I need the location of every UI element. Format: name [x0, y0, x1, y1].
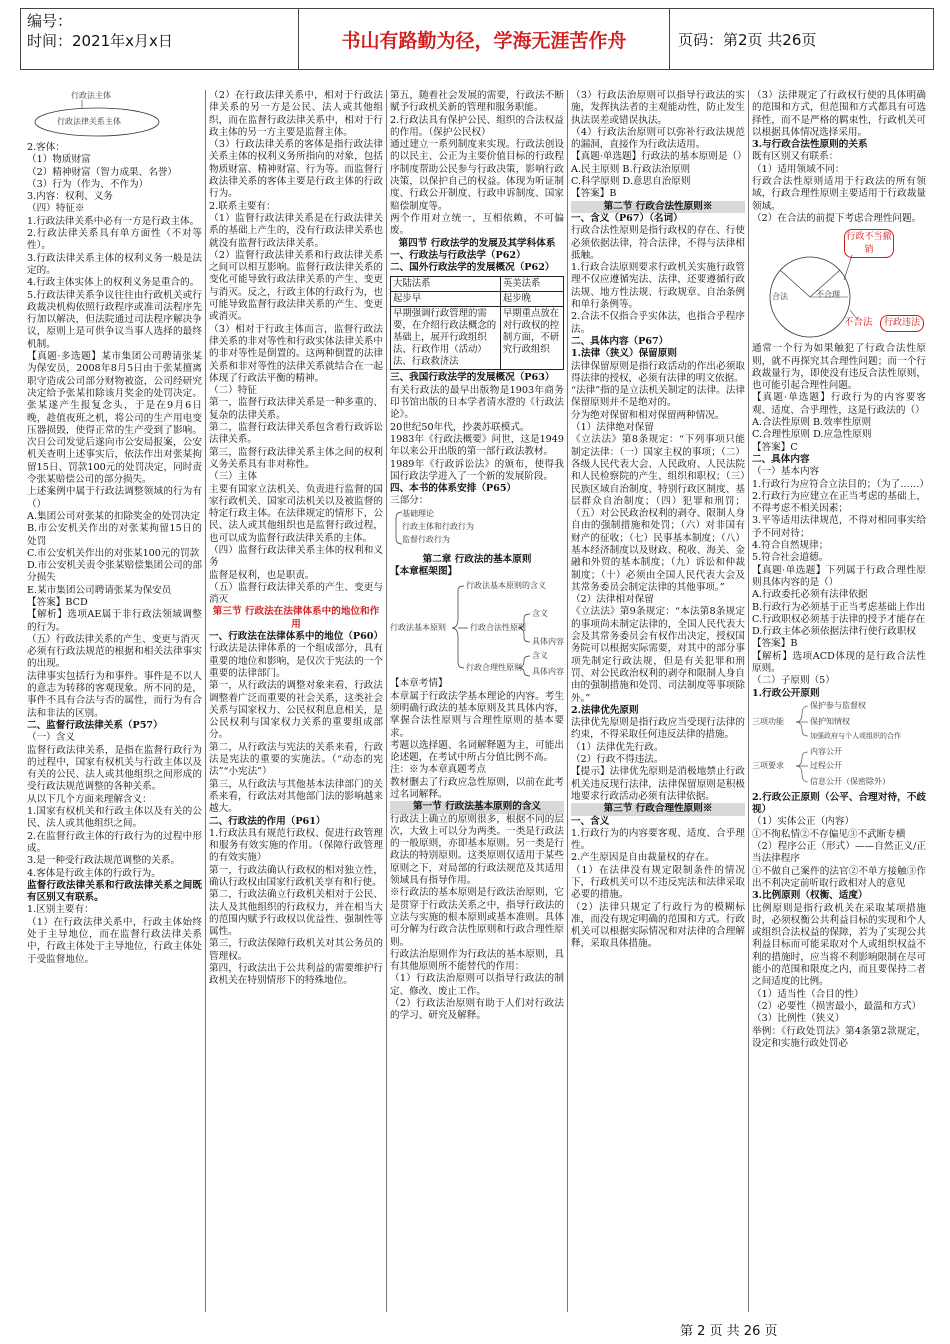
text-line: 《立法法》第9条规定：“本法第8条规定的事项尚未制定法律的，全国人民代表大会及其常务委员会有权作出决定，授权国务院可以根据实际需要，对其中的部分事项先制定行政法规，但是有关犯罪和刑罚、对公民政治权利的剥夺和限制人身自由的强制措施和处罚、司法制度等事项除外。” [571, 606, 745, 704]
text-line: 《立法法》第8条规定：“下列事项只能制定法律：（一）国家主权的事项；（二）各级人民代表大会、人民政府、人民法院和人民检察院的产生、组织和职权；（三）民族区域自治制度、特别行政区制度、基层群众自治制度；（四）犯罪和刑罚；（五）对公民政治权利的剥夺、限制人身自由的强制措施和处罚；（六）对非国有财产的征收；（七）民事基本制度；（八）基本经济制度以及财政、税收、海关、金融和外贸的基本制度；（九）诉讼和仲裁制度；（十）必须由全国人民代表大会及其常务委员会制定法律的其他事项。” [571, 434, 745, 593]
text-line: 2.行政法律关系具有单方面性（不对等性）。 [27, 228, 202, 252]
text-line: 四、本书的体系安排（P65） [390, 483, 517, 495]
text-line: （2）监督行政法律关系和行政法律关系之间可以相互影响。监督行政法律关系的变化可能导致行政法律关系的产生、变更与消灭。反之，行政主体的行政行为，也可能导致监督行政法律关系的产生、变更或消灭。 [209, 249, 383, 323]
text-line: 法律保留原则是指行政活动的作出必须取得法律的授权，必须有法律的明文依据。 [571, 360, 745, 384]
tree-item-1: 基础理论 [402, 508, 434, 518]
document-body [24, 90, 930, 1312]
text-line: D.行政主体必须依据法律行使行政职权 [752, 626, 916, 638]
text-line: 二、国外行政法学的发展概况（P62） [390, 262, 555, 274]
text-line: 监督行政法律关系和行政法律关系之间既有区别又有联系。 [27, 879, 202, 904]
fw-root: 行政法基本原则 [390, 623, 446, 633]
text-line: （二）子原则（5） [752, 675, 835, 687]
text-line: （1）在行政法律关系中，行政主体始终处于主导地位，而在监督行政法律关系中，行政主体处于主导地位，行政主体处于受监督地位。 [27, 916, 202, 965]
chapter-2-title: 第二章 行政法的基本原则 [422, 553, 532, 565]
column-1-text [27, 142, 202, 966]
fw-b2-sub-2: 具体内容 [532, 637, 564, 647]
text-line: 【答案】BCD [27, 596, 88, 608]
text-line: 监督是权利，也是职责。 [209, 569, 315, 581]
text-line: （2）法律只规定了行政行为的模糊标准，而没有规定明确的范围和方式。行政机关可以根据实际情况和对法律的合理解释，采取具体措施。 [571, 901, 745, 950]
text-line: B.行政行为必须基于正当考虑基础上作出 [752, 601, 926, 613]
section-4-title: 第四节 行政法学的发展及其学科体系 [398, 237, 556, 249]
open-req-3: 信息公开（保密除外） [810, 776, 890, 786]
text-line: 【真题·单选题】下列属于行政合理性原则具体内容的是（） [752, 564, 926, 588]
chapter-framework-diagram [390, 578, 564, 678]
column-3-text-d [390, 678, 564, 801]
text-line: 4.行政主体实体上的权利义务是重合的。 [27, 277, 200, 289]
text-line: 二、具体内容 [752, 453, 810, 465]
open-group-functions: 三项功能 [752, 716, 784, 726]
text-line: 二、行政法的作用（P61） [209, 815, 326, 827]
text-line: （1）物质财富 [27, 154, 91, 166]
text-line: 分为绝对保留和相对保留两种情况。 [571, 409, 725, 421]
header-left [21, 9, 299, 69]
text-line: （三）主体 [209, 471, 257, 483]
column-3-text-e [390, 814, 564, 1023]
text-line: （1）在法律没有规定限制条件的情况下，行政机关可以不违反宪法和法律采取必要的措施。 [571, 864, 745, 901]
book-structure-tree [390, 508, 564, 548]
text-line: （一）含义 [27, 732, 75, 744]
text-line: 【答案】B [752, 638, 798, 650]
text-line: （3）行政法律关系的客体是指行政法律关系主体的权利义务所指向的对象，包括物质财富、精神财富、行为等。而监督行政法律关系的客体主要是行政主体的行政行为。 [209, 139, 383, 200]
text-line: 【真题·多选题】某市集团公司聘请张某为保安员，2008年8月5日由于张某擅离职守造成公司部分财物被盗，公司经研究决定给予张某扣除该月奖金的处罚决定。张某遂产生报复念头，于是在9月6日晚，趁值夜班之机，将公司的生产用电变压器损毁，使得正常的生产受到了影响。次日公司发觉后遂向市公安局报案，公安机关查明上述事实后，依法作出对张某拘留15日、罚款100元的处罚决定，同时责令张某赔偿公司的部分损失。 [27, 351, 202, 486]
text-line: B.市公安机关作出的对张某拘留15日的处罚 [27, 523, 202, 547]
text-line: 第三，行政法保障行政机关对其公务员的管理权。 [209, 938, 383, 962]
text-line: A.行政委托必须有法律依据 [752, 589, 868, 601]
text-line: 第四，行政法出于公共利益的需要维护行政机关在特别情形下的特殊地位。 [209, 963, 383, 987]
column-1 [24, 90, 205, 1312]
open-req-2: 过程公开 [810, 760, 842, 770]
text-line: 法律优先原则是指行政应当受现行法律的约束，不得采取任何违反法律的措施。 [571, 717, 745, 741]
text-line: 1.行政法律关系中必有一方是行政主体。 [27, 215, 200, 227]
text-line: 上述案例中属于行政法调整领域的行为有（） [27, 486, 202, 510]
diagram-ellipse-label: 行政法律关系主体 [57, 117, 121, 126]
text-line: （1）实体公正（内容） [752, 816, 855, 828]
column-5 [748, 90, 929, 1312]
open-group-requirements: 三项要求 [752, 760, 784, 770]
text-line: 2.合法不仅指合乎实体法，也指合乎程序法。 [571, 311, 745, 335]
text-line: （3）比例性（狭义） [752, 1013, 845, 1025]
text-line: （2）行政法治原则有助于人们对行政法的学习、研究及解释。 [390, 998, 564, 1022]
text-line: 行政合法性原则适用于行政法的所有领域，行政合理性原则主要适用于行政裁量领域。 [752, 176, 926, 212]
text-line: 【提示】法律优先原则是消极地禁止行政机关违反现行法律，法律保留原则是积极地要求行政活动必须有法律依据。 [571, 766, 745, 802]
text-line: A.合法性原则 B.效率性原则 [752, 417, 872, 429]
text-line: 3.与行政合法性原则的关系 [752, 139, 868, 151]
text-line: 4.客体是行政主体的行政行为。 [27, 867, 161, 879]
text-line: （2）法律相对保留 [571, 594, 654, 606]
text-line: 【解析】选项ACD体现的是行政合法性原则。 [752, 650, 926, 674]
table-row [391, 307, 564, 370]
text-line: （2）行政不得违法。 [571, 754, 664, 766]
page-label: 页码：第2页 共26页 [678, 30, 817, 49]
text-line: 2.行政法具有保护公民、组织的合法权益的作用。（保护公民权） [390, 114, 564, 138]
column-2 [205, 90, 386, 1312]
text-line: 第二，行政法确立行政机关相对于公民、法人及其他组织的行政权力，并在相当大的范围内赋予行政权以优益性、强制性等属性。 [209, 889, 383, 938]
fw-branch-1: 行政法基本原则的含义 [466, 581, 546, 591]
text-line: 2.行政公正原则（公平、合理对待，不歧视） [752, 791, 926, 816]
text-line: 第二，从行政法与宪法的关系来看，行政法是宪法的重要的实施法。（“动态的宪法”“小宪法”） [209, 741, 383, 778]
table-cell: 大陆法系 [391, 277, 501, 292]
text-line: （2）在合法的前提下考虑合理性问题。 [752, 212, 922, 224]
text-line: 监督行政法律关系，是指在监督行政行为的过程中，国家有权机关与行政主体以及有关的公民、法人或其他组织之间形成的受行政法规范调整的各种关系。 [27, 744, 202, 793]
text-line: 比例原则是指行政机关在采取某项措施时，必须权衡公共利益目标的实现和个人或组织合法权益的保障，若为了实现公共利益目标而可能采取对个人或组织权益不利的措施时，应当将不利影响限制在尽可能小的范围和限度之内，而且要保持二者之间适度的比例。 [752, 902, 926, 988]
text-line: （1）监督行政法律关系是在行政法律关系的基础上产生的，没有行政法律关系也就没有监督行政法律关系。 [209, 212, 383, 249]
text-line: 1983年《行政法概要》问世，这是1949年以来公开出版的第一部行政法教材。 [390, 433, 564, 458]
text-line: 【真题·单选题】行政法的基本原则是（） [571, 151, 747, 163]
column-4-text-b [571, 213, 745, 803]
text-line: C.合理性原则 D.应急性原则 [752, 429, 872, 441]
text-line: （3）行为（作为、不作为） [27, 178, 149, 190]
text-line: 1989年《行政诉讼法》的颁布，使得我国行政法学进入了一个新的发展阶段。 [390, 458, 564, 482]
text-line: 1.行政公开原则 [752, 687, 820, 699]
diagram-box-improper: 行政不当撤销 [844, 229, 894, 258]
text-line: （2）程序公正（形式）——自然正义/正当法律程序 [752, 841, 926, 865]
text-line: 行政法治原则作为行政法的基本原则，具有其他原则所不能替代的作用： [390, 948, 564, 973]
text-line: （1）适用领域不同： [752, 163, 845, 175]
column-4-text-c [571, 816, 745, 951]
table-row [391, 277, 564, 292]
section-2-title: 第二节 行政合法性原则※ [571, 201, 745, 213]
text-line: 三、我国行政法学的发展概况（P63） [390, 372, 555, 384]
text-line: 3.行政法律关系主体的权利义务一般是法定的。 [27, 252, 202, 276]
text-line: 一、含义（P67）（名词） [571, 212, 683, 224]
text-line: 1.行政合法原则要求行政机关实施行政管理不仅应遵循宪法、法律，还要遵循行政法规、地方性法规、行政规章、自治条例和单行条例等。 [571, 262, 745, 311]
text-line: 3.平等适用法律规范，不得对相同事实给予不同对待； [752, 515, 926, 539]
page-header [20, 8, 934, 70]
text-line: 3.是一种受行政法规范调整的关系。 [27, 855, 181, 867]
section-1-title: 第一节 行政法基本原则的含义 [390, 801, 564, 813]
text-line: 【真题·单选题】行政行为的内容要客观、适度、合乎理性，这是行政法的（） [752, 392, 926, 416]
text-line: （一）基本内容 [752, 466, 820, 478]
text-line: 二、监督行政法律关系（P57） [27, 719, 163, 731]
text-line: 2.在监督行政主体的行政行为的过程中形成。 [27, 830, 202, 854]
column-3-text-a [390, 90, 564, 238]
tree-item-3: 监督行政行为 [402, 534, 450, 544]
text-line: （3）行政法治原则可以指导行政法的实施，发挥执法者的主观能动性，防止发生执法误差或错误执法。 [571, 90, 745, 126]
text-line: （2）在行政法律关系中，相对于行政法律关系的另一方是公民、法人或其他组织，而在监督行政法律关系中，相对于行政主体的另一方主要是监督主体。 [209, 90, 383, 138]
diagram-box-violation: 行政违法 [880, 315, 924, 331]
text-line: “法律”指的是立法机关制定的法律。法律保留原则并不是绝对的。 [571, 385, 745, 409]
open-req-1: 内容公开 [810, 746, 842, 756]
text-line: 20世纪50年代，抄袭苏联模式。 [390, 421, 530, 433]
time-label: 时间：2021年x月x日 [27, 32, 173, 50]
text-line: 一、含义 [571, 815, 610, 827]
text-line: （二）特征 [209, 385, 257, 397]
text-line: 2.行政行为应建立在正当考虑的基础上，不得考虑不相关因素； [752, 490, 926, 515]
column-5-text-a [752, 90, 926, 225]
text-line: 第一，监督行政法律关系是一种多重的、复杂的法律关系。 [209, 397, 383, 421]
text-line: （五）监督行政法律关系的产生、变更与消灭 [209, 581, 383, 606]
text-line: 行政合法性原则是指行政权的存在、行使必须依据法律，符合法律，不得与法律相抵触。 [571, 225, 745, 261]
text-line: 一、行政法与行政法学（P62） [390, 249, 526, 261]
text-line: ※行政法的基本原则是行政法治原则，它是贯穿于行政法关系之中，指导行政法的立法与实施的根本原则或基本准则。具体可分解为行政合法性原则和行政合理性原则。 [390, 887, 564, 948]
text-line: （五）行政法律关系的产生、变更与消灭 [27, 633, 200, 645]
text-line: 三部分： [390, 495, 429, 507]
number-label: 编号： [27, 12, 73, 30]
table-cell: 起步晚 [500, 292, 563, 307]
text-line: （4）行政法治原则可以弥补行政法规范的漏洞，直接作为行政法适用。 [571, 126, 745, 151]
diagram-top-label: 行政法主体 [71, 91, 111, 100]
column-2-text-b [209, 631, 383, 988]
text-line: 【答案】C [752, 441, 798, 453]
text-line: ①不做自己案件的法官②不单方接触③作出不利决定前听取行政相对人的意见 [752, 865, 926, 889]
text-line: 从以下几个方面来理解含义： [27, 793, 152, 805]
text-line: 2.联系主要有： [209, 200, 276, 212]
fw-b3-sub-2: 具体内容 [532, 667, 564, 677]
open-func-3: 加强政府与个人或组织的合作 [810, 731, 901, 740]
text-line: 【答案】B [571, 188, 617, 200]
text-line: 2.法律优先原则 [571, 704, 639, 716]
section-3b-title: 第三节 行政合理性原则※ [571, 803, 745, 815]
text-line: 既有区别又有联系： [752, 151, 839, 163]
text-line: 举例：《行政处罚法》第4条第2款规定，设定和实施行政处罚必 [752, 1025, 926, 1049]
table-cell: 早期强调行政管理的需要，在介绍行政法概念的基础上，展开行政组织法、行政作用（活动）法、行政救济法 [391, 307, 501, 370]
column-5-text-c [752, 792, 926, 1050]
text-line: 5.符合社会道德。 [752, 552, 829, 564]
column-4-text-a [571, 90, 745, 201]
text-line: 1.行政行为的内容要客观、适度、合乎理性。 [571, 827, 745, 852]
text-line: 教材删去了行政应急性原则，以前在此考过名词解释。 [390, 776, 564, 800]
column-2-text-a [209, 90, 383, 606]
text-line: 本章属于行政法学基本理论的内容。考生须明确行政法的基本原则及其具体内容，掌握合法性原则与合理性原则的基本要求。 [390, 690, 564, 739]
open-func-2: 保护知情权 [810, 716, 850, 726]
text-line: 第三，从行政法与其他基本法律部门的关系来看，行政法对其他部门法的影响越来越大。 [209, 778, 383, 815]
text-line: 2.客体： [27, 142, 65, 153]
law-system-table [390, 276, 564, 370]
subject-diagram [27, 90, 202, 142]
text-line: A.集团公司对张某的扣除奖金的处罚决定 [27, 510, 201, 522]
text-line: 1.国家有权机关和行政主体以及有关的公民、法人或其他组织之间。 [27, 806, 202, 830]
text-line: 一、行政法在法律体系中的地位（P60） [209, 631, 384, 643]
column-4 [567, 90, 748, 1312]
text-line: 2.产生原因是自由裁量权的存在。 [571, 852, 715, 864]
motto: 书山有路勤为径，学海无涯苦作舟 [299, 9, 670, 69]
text-line: C.市公安机关作出的对张某100元的罚款 [27, 547, 200, 559]
section-3-title: 第三节 行政法在法律体系中的地位和作用 [212, 606, 380, 630]
column-3-text-c [390, 372, 564, 507]
column-5-text-b [752, 343, 929, 700]
text-line: C.科学原则 D.意思自治原则 [571, 176, 691, 188]
text-line: （1）法律绝对保留 [571, 422, 654, 434]
text-line: 第一，从行政法的调整对象来看，行政法调整着广泛而重要的社会关系，这类社会关系与国家权力、公民权利息息相关，是公民权利与国家权力关系的重要组成部分。 [209, 680, 383, 741]
text-line: 【本章考情】 [390, 678, 448, 690]
openness-tree [752, 700, 926, 792]
fw-branch-2: 行政合法性原则 [470, 623, 526, 633]
table-cell: 起步早 [391, 292, 501, 307]
text-line: ①不徇私情②不存偏见③不武断专横 [752, 828, 906, 840]
text-line: 考题以选择题、名词解释题为主，可能出论述题，在考试中所占分值比例不高。 [390, 739, 564, 764]
text-line: （四）特征※ [27, 203, 85, 215]
fw-b2-sub-1: 含义 [532, 609, 548, 619]
text-line: （1）适当性（合目的性） [752, 988, 864, 1000]
text-line: 4.符合自然规律； [752, 540, 829, 552]
diagram-unreasonable-label: 不合理 [816, 290, 840, 300]
text-line: 行政法上确立的原则很多，根据不同的层次，大致上可以分为两类。一类是行政法的一般原则，亦即基本原则。另一类是行政法的特别原则。这类原则仅适用于某些原则之下，对局部的行政法规范及其适用领域具有指导作用。 [390, 813, 564, 887]
text-line: （1）行政法治原则可以指导行政法的制定、修改、废止工作。 [390, 973, 564, 997]
text-line: 二、具体内容（P67） [571, 335, 669, 347]
text-line: 两个作用对立统一，互相依赖，不可偏废。 [390, 212, 564, 237]
page-footer: 第 2 页 共 26 页 [680, 1324, 778, 1339]
text-line: （2）精神财富（智力成果、名誉） [27, 166, 178, 178]
text-line: （3）相对于行政主体而言，监督行政法律关系的非对等性和行政实体法律关系中的非对等性是倒置的。这两种倒置的法律关系和非对等性的法律关系就结合在一起体现了行政法平衡的精神。 [209, 323, 383, 384]
legality-reasonableness-diagram [752, 225, 926, 343]
diagram-legal-label: 合法 [772, 292, 788, 302]
text-line: 主要有国家立法机关、负责进行监督的国家行政机关、国家司法机关以及被监督的特定行政主体。在法律规定的情形下，公民、法人或其他组织也是监督行政过程，也可以成为监督行政法律关系的主体。 [209, 483, 383, 544]
text-line: A.民主原则 B.行政法治原则 [571, 163, 691, 175]
text-line: 5.行政法律关系争议往往由行政机关或行政裁决机构依照行政程序或准司法程序先行加以解决，但法院通过司法程序解决争议，原则上是可供争议当事人选择的最终机制。 [27, 289, 202, 350]
text-line: 3.内容：权利、义务 [27, 191, 113, 203]
text-line: 必须有行政法规范的根据和相关法律事实的出现。 [27, 646, 202, 670]
text-line: 1.区别主要有： [27, 904, 94, 916]
text-line: 注：※为本章真题考点 [390, 764, 486, 776]
text-line: 第三，监督行政法律关系主体之间的权利义务关系具有非对称性。 [209, 446, 383, 470]
text-line: （3）法律规定了行政权行使的具体明确的范围和方式，但范围和方式都具有可选择性，而不是严格的羁束性，行政机关可以根据具体情况选择采用。 [752, 90, 926, 138]
column-3-text-b [390, 250, 564, 275]
text-line: （1）法律优先行政。 [571, 741, 664, 753]
table-row [391, 292, 564, 307]
open-func-1: 保护参与监督权 [810, 700, 866, 710]
fw-branch-3: 行政合理性原则 [466, 663, 522, 673]
text-line: 行政法是法律体系的一个组成部分，具有重要的地位和影响，是仅次于宪法的一个重要的法律部门。 [209, 643, 383, 679]
text-line: 3.比例原则（权衡、适度） [752, 890, 868, 902]
text-line: C.行政职权必须基于法律的授予才能存在 [752, 613, 926, 625]
text-line: 通过建立一系列制度来实现。行政法创设的以民主、公正为主要价值目标的行政程序制度帮助公民参与行政决策，影响行政决策，以保护自己的权益。体现为听证制度、行政公开制度、行政申诉制度、国家赔偿制度等。 [390, 139, 564, 212]
text-line: 有关行政法的最早出版物是1903年商务印书馆出版的日本学者清水澄的《行政法论》。 [390, 384, 564, 421]
text-line: （四）监督行政法律关系主体的权利和义务 [209, 544, 383, 569]
text-line: 第一，行政法确认行政权的相对独立性，确认行政权由国家行政机关享有和行使。 [209, 864, 383, 888]
fw-b3-sub-1: 含义 [532, 651, 548, 661]
text-line: E.某市集团公司聘请张某为保安员 [27, 584, 172, 596]
text-line: 法律事实包括行为和事件。事件是不以人的意志为转移的客观现象。所不同的是，事件不具有合法与否的属性，而行为有合法和非法的区别。 [27, 670, 202, 719]
text-line: 【解析】选项AE属于非行政法领域调整的行为。 [27, 609, 202, 633]
text-line: 1.行政行为应符合立法目的；（为了……） [752, 478, 929, 490]
text-line: 第五，随着社会发展的需要，行政法不断赋予行政机关新的管理和服务职能。 [390, 90, 564, 114]
text-line: 1.法律（狭义）保留原则 [571, 348, 677, 360]
table-cell: 早期重点放在对行政权的控制方面，不研究行政组织 [500, 307, 563, 370]
table-cell: 英美法系 [500, 277, 563, 292]
diagram-illegal-label: 不合法 [844, 317, 873, 329]
column-3 [386, 90, 567, 1312]
text-line: 1.行政法具有规范行政权、促进行政管理和服务有效实施的作用。（保障行政管理的有效实施） [209, 827, 383, 864]
text-line: D.市公安机关责令张某赔偿集团公司的部分损失 [27, 560, 202, 584]
text-line: （2）必要性（损害最小，最温和方式） [752, 1000, 922, 1012]
text-line: 第二，监督行政法律关系包含着行政诉讼法律关系。 [209, 422, 383, 446]
text-line: 通常一个行为如果触犯了行政合法性原则，就不再探究其合理性问题；而一个行政裁量行为，即使没有违反合法性原则，也可能引起合理性问题。 [752, 343, 926, 392]
tree-item-2: 行政主体和行政行为 [402, 521, 474, 531]
framework-label: 【本章框架图】 [390, 566, 458, 578]
